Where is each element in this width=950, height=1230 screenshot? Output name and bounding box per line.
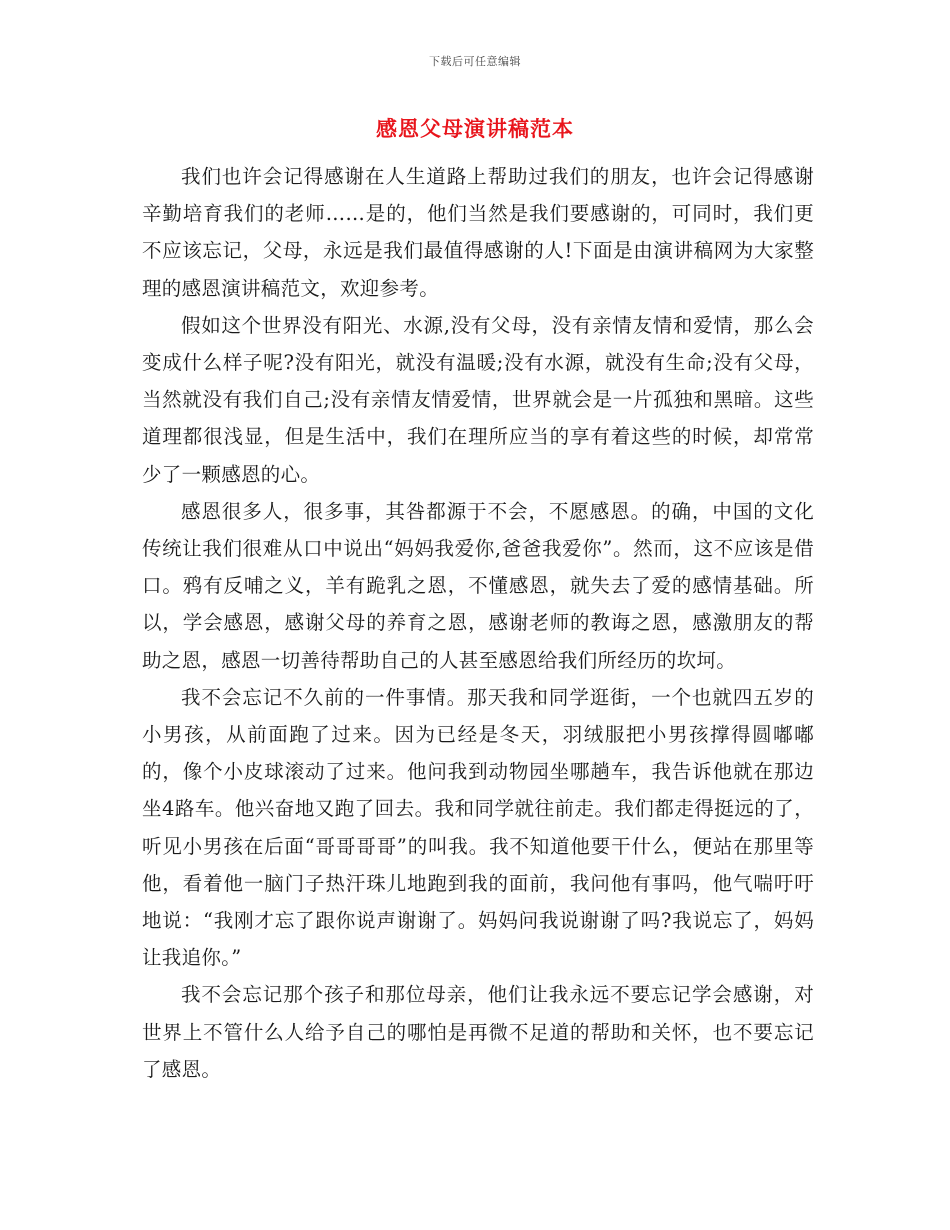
paragraph-5: 我不会忘记那个孩子和那位母亲，他们让我永远不要忘记学会感谢，对世界上不管什么人给予自己的哪怕是再微不足道的帮助和关怀，也不要忘记了感恩。 [142,983,814,1081]
document-title: 感恩父母演讲稿范本 [376,116,574,141]
document-body [142,158,814,1088]
paragraph-4: 我不会忘记不久前的一件事情。那天我和同学逛街，一个也就四五岁的小男孩，从前面跑了过来。因为已经是冬天，羽绒服把小男孩撑得圆嘟嘟的，像个小皮球滚动了过来。他问我到动物园坐哪趟车，我告诉他就在那边坐4路车。他兴奋地又跑了回去。我和同学就往前走。我们都走得挺远的了，听见小男孩在后面“哥哥哥哥”的叫我。我不知道他要干什么，便站在那里等他，看着他一脑门子热汗珠儿地跑到我的面前，我问他有事吗，他气喘吁吁地说：“我刚才忘了跟你说声谢谢了。妈妈问我说谢谢了吗?我说忘了，妈妈让我追你。” [142,685,814,970]
paragraph-2: 假如这个世界没有阳光、水源,没有父母，没有亲情友情和爱情，那么会变成什么样子呢?没有阳光，就没有温暖;没有水源，就没有生命;没有父母，当然就没有我们自己;没有亲情友情爱情，世界就会是一片孤独和黑暗。这些道理都很浅显，但是生活中，我们在理所应当的享有着这些的时候，却常常少了一颗感恩的心。 [142,313,814,486]
page-header: 下载后可任意编辑 [429,55,521,68]
paragraph-3: 感恩很多人，很多事，其咎都源于不会，不愿感恩。的确，中国的文化传统让我们很难从口中说出“妈妈我爱你,爸爸我爱你”。然而，这不应该是借口。鸦有反哺之义，羊有跪乳之恩，不懂感恩，就失去了爱的感情基础。所以，学会感恩，感谢父母的养育之恩，感谢老师的教诲之恩，感激朋友的帮助之恩，感恩一切善待帮助自己的人甚至感恩给我们所经历的坎坷。 [142,499,814,672]
paragraph-1: 我们也许会记得感谢在人生道路上帮助过我们的朋友，也许会记得感谢辛勤培育我们的老师……是的，他们当然是我们要感谢的，可同时，我们更不应该忘记，父母，永远是我们最值得感谢的人!下面是由演讲稿网为大家整理的感恩演讲稿范文，欢迎参考。 [142,165,814,300]
